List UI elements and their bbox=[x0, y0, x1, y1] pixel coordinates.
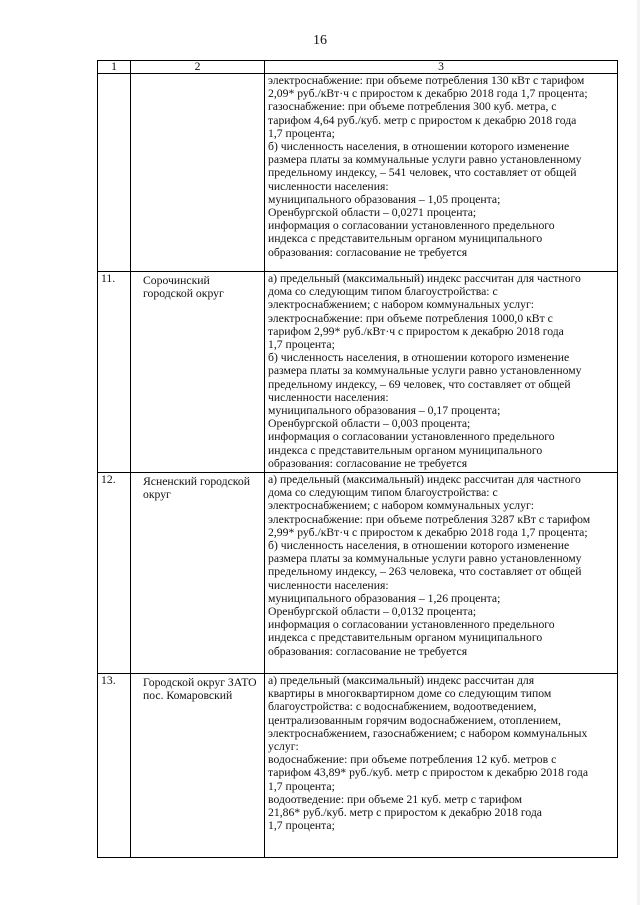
description-line: информация о согласовании установленного предельного bbox=[268, 219, 555, 233]
description-line: образования: согласование не требуется bbox=[268, 456, 468, 470]
description-line: информация о согласовании установленного предельного bbox=[268, 618, 555, 632]
description-line: водоотведение: при объеме 21 куб. метр с тарифом bbox=[268, 792, 522, 806]
description-line: дома со следующим типом благоустройства: с bbox=[268, 285, 498, 299]
municipality-name-line: Сорочинский bbox=[143, 274, 210, 287]
description-line: 2,09* руб./кВт·ч с приростом к декабрю 2018 года 1,7 процента; bbox=[268, 87, 588, 101]
municipality-name bbox=[131, 674, 265, 858]
description-line: электроснабжением; с набором коммунальных услуг: bbox=[268, 499, 535, 513]
description-line: образования: согласование не требуется bbox=[268, 644, 468, 658]
description-line: электроснабжением; с набором коммунальных услуг: bbox=[268, 298, 535, 312]
description-line: б) численность населения, в отношении которого изменение bbox=[268, 539, 570, 553]
description-line: 1,7 процента; bbox=[268, 338, 335, 352]
description-line: благоустройства: с водоснабжением, водоотведением, bbox=[268, 700, 537, 714]
description-line: муниципального образования – 0,17 процента; bbox=[268, 404, 501, 418]
description-line: а) предельный (максимальный) индекс рассчитан для частного bbox=[268, 473, 581, 486]
description-line: численности населения: bbox=[268, 390, 389, 404]
description-line: квартиры в многоквартирном доме со следующим типом bbox=[268, 687, 552, 701]
description-line: 1,7 процента; bbox=[268, 779, 335, 793]
description-line: муниципального образования – 1,26 процента; bbox=[268, 591, 501, 605]
description-line: электроснабжение: при объеме потребления 1000,0 кВт с bbox=[268, 311, 553, 325]
description-line: численности населения: bbox=[268, 179, 389, 193]
description-line: образования: согласование не требуется bbox=[268, 245, 468, 259]
row-number bbox=[98, 74, 131, 272]
description-line: электроснабжение: при объеме потребления 130 кВт с тарифом bbox=[268, 74, 585, 87]
page-number: 16 bbox=[313, 33, 327, 48]
description-line: тарифом 4,64 руб./куб. метр с приростом к декабрю 2018 года bbox=[268, 113, 577, 127]
description-line: предельному индексу, – 69 человек, что составляет от общей bbox=[268, 377, 571, 391]
municipality-name bbox=[131, 272, 265, 473]
description-line: размера платы за коммунальные услуги равно установленному bbox=[268, 552, 582, 566]
municipality-name bbox=[131, 473, 265, 674]
description-line: индекса с представительным органом муниципального bbox=[268, 443, 543, 457]
column-header-2: 2 bbox=[131, 61, 265, 74]
table-row bbox=[98, 473, 618, 674]
description-line: численности населения: bbox=[268, 578, 389, 592]
municipality-name-line: Ясненский городской bbox=[143, 475, 250, 488]
description-line: тарифом 2,99* руб./кВт·ч с приростом к декабрю 2018 года bbox=[268, 324, 564, 338]
description-line: Оренбургской области – 0,0271 процента; bbox=[268, 206, 477, 220]
data-table bbox=[97, 60, 618, 858]
description-line: газоснабжение: при объеме потребления 300 куб. метра, с bbox=[268, 100, 557, 114]
description-line: водоснабжение: при объеме потребления 12 куб. метров с bbox=[268, 753, 557, 767]
index-description bbox=[265, 74, 618, 272]
table-header-row bbox=[98, 61, 618, 74]
table-row bbox=[98, 74, 618, 272]
description-line: электроснабжением, газоснабжением; с набором коммунальных bbox=[268, 726, 588, 740]
row-number: 11. bbox=[98, 272, 131, 473]
description-line: тарифом 43,89* руб./куб. метр с приростом к декабрю 2018 года bbox=[268, 766, 589, 780]
row-number: 12. bbox=[98, 473, 131, 674]
table-row bbox=[98, 674, 618, 858]
column-header-1: 1 bbox=[98, 61, 131, 74]
description-line: размера платы за коммунальные услуги равно установленному bbox=[268, 364, 582, 378]
index-description bbox=[265, 674, 618, 858]
description-line: б) численность населения, в отношении которого изменение bbox=[268, 140, 570, 154]
row-number: 13. bbox=[98, 674, 131, 858]
description-line: индекса с представительным органом муниципального bbox=[268, 232, 543, 246]
description-line: информация о согласовании установленного предельного bbox=[268, 430, 555, 444]
municipality-name-line: пос. Комаровский bbox=[143, 689, 233, 703]
description-line: 1,7 процента; bbox=[268, 819, 335, 833]
municipality-name bbox=[131, 74, 265, 272]
description-line: 2,99* руб./кВт·ч с приростом к декабрю 2018 года 1,7 процента; bbox=[268, 525, 588, 539]
description-line: Оренбургской области – 0,003 процента; bbox=[268, 417, 471, 431]
description-line: централизованным горячим водоснабжением, отоплением, bbox=[268, 713, 561, 727]
description-line: 21,86* руб./куб. метр с приростом к декабрю 2018 года bbox=[268, 806, 542, 820]
description-line: предельному индексу, – 541 человек, что составляет от общей bbox=[268, 166, 577, 180]
description-line: а) предельный (максимальный) индекс рассчитан для bbox=[268, 674, 535, 687]
municipality-name-line: Городской округ ЗАТО bbox=[143, 676, 257, 689]
description-line: Оренбургской области – 0,0132 процента; bbox=[268, 605, 477, 619]
description-line: индекса с представительным органом муниципального bbox=[268, 631, 543, 645]
index-description bbox=[265, 473, 618, 674]
index-description bbox=[265, 272, 618, 473]
column-header-3: 3 bbox=[265, 61, 618, 74]
description-line: муниципального образования – 1,05 процента; bbox=[268, 192, 501, 206]
description-line: предельному индексу, – 263 человека, что составляет от общей bbox=[268, 565, 582, 579]
municipality-name-line: округ bbox=[143, 488, 171, 502]
description-line: 1,7 процента; bbox=[268, 126, 335, 140]
description-line: размера платы за коммунальные услуги равно установленному bbox=[268, 153, 582, 167]
description-line: б) численность населения, в отношении которого изменение bbox=[268, 351, 570, 365]
municipality-name-line: городской округ bbox=[143, 287, 224, 301]
description-line: дома со следующим типом благоустройства: с bbox=[268, 486, 498, 500]
description-line: а) предельный (максимальный) индекс рассчитан для частного bbox=[268, 272, 581, 285]
table-row bbox=[98, 272, 618, 473]
description-line: услуг: bbox=[268, 740, 299, 754]
description-line: электроснабжение: при объеме потребления 3287 кВт с тарифом bbox=[268, 512, 591, 526]
